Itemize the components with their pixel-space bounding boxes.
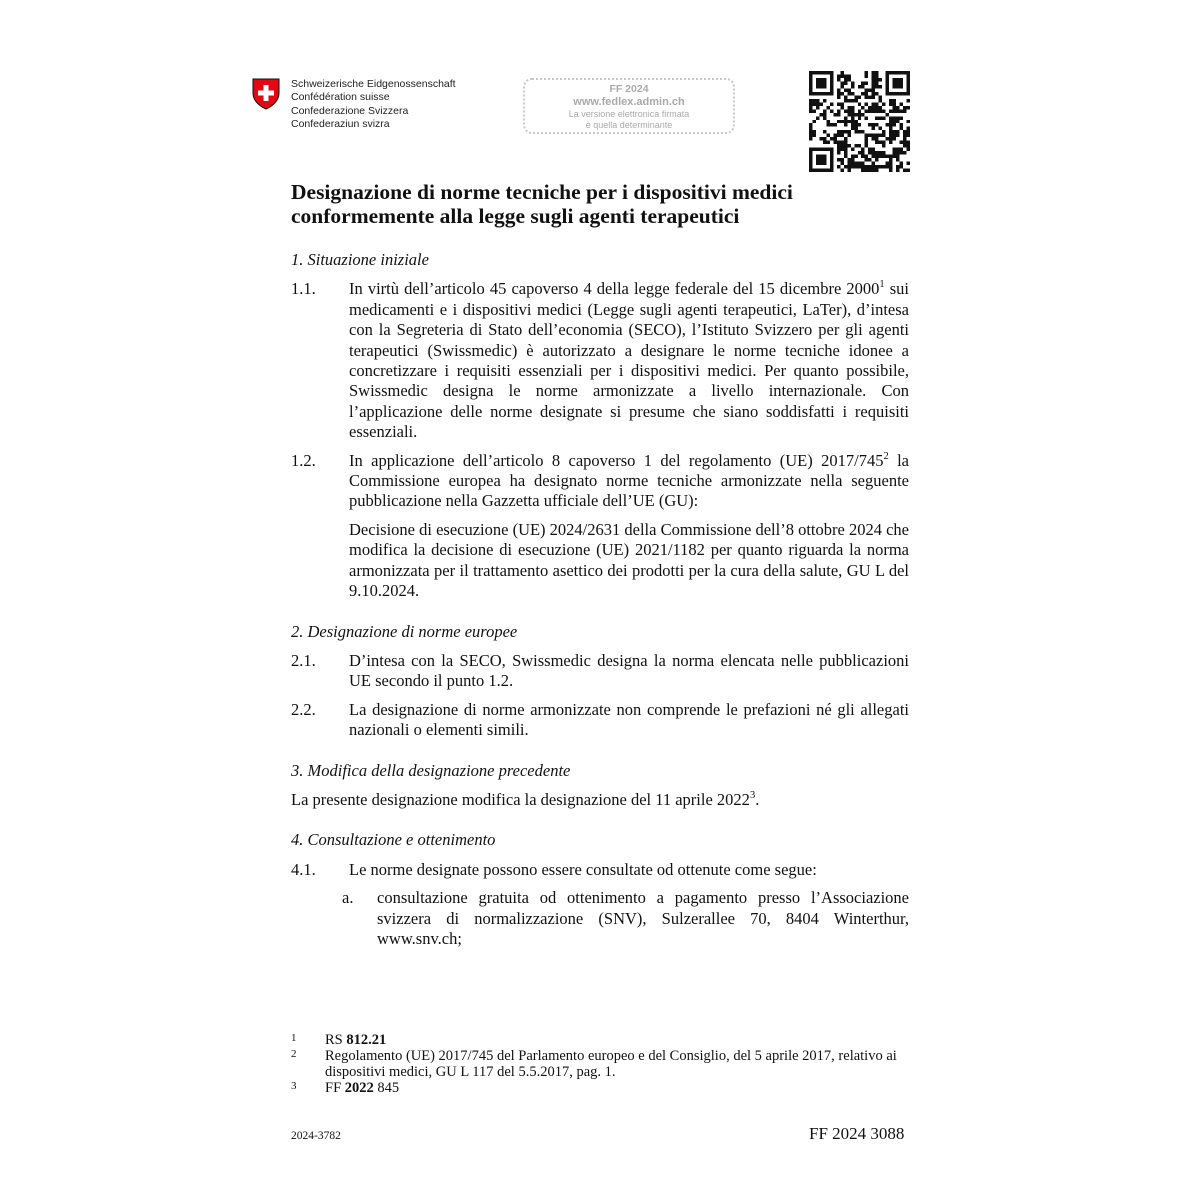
paragraph-text: D’intesa con la SECO, Swissmedic designa la norma elencata nelle pubblicazioni UE secondo il punto 1.2.	[349, 650, 909, 691]
paragraph-3	[291, 790, 909, 810]
page-reference: FF 2024 3088	[809, 1124, 905, 1143]
title-line-1: Designazione di norme tecniche per i dispositivi medici	[291, 180, 793, 204]
paragraph-text: In virtù dell’articolo 45 capoverso 4 della legge federale del 15 dicembre 2000	[349, 279, 880, 299]
footnote-ref-1[interactable]: 1	[879, 279, 885, 291]
section-heading-3: 3. Modifica della designazione precedente	[291, 760, 571, 780]
paragraph-number: 2.1.	[291, 650, 316, 670]
footnote-2	[291, 1048, 909, 1080]
paragraph-text: La presente designazione modifica la designazione del 11 aprile 2022	[291, 789, 750, 809]
footnotes	[291, 1032, 909, 1096]
footnote-ref-bold[interactable]: 2022	[344, 1080, 374, 1096]
list-item-a	[291, 888, 909, 949]
list-item-text: consultazione gratuita od ottenimento a pagamento presso l’Associazione svizzera di normalizzazione (SNV), Sulzerallee 70, 8404 Winterthur, www.snv.ch;	[377, 888, 909, 948]
paragraph-1-1	[291, 279, 909, 442]
paragraph-number: 4.1.	[291, 859, 316, 879]
paragraph-2-1	[291, 651, 909, 692]
document-body	[291, 250, 909, 949]
title-line-2: conformemente alla legge sugli agenti terapeutici	[291, 204, 740, 228]
footnote-number: 3	[291, 1080, 297, 1092]
footnote-number: 2	[291, 1048, 297, 1060]
footnote-number: 1	[291, 1032, 297, 1044]
list-item-letter: a.	[342, 888, 354, 908]
paragraph-text: In applicazione dell’articolo 8 capoverso 1 del regolamento (UE) 2017/745	[349, 450, 884, 470]
section-heading-1: 1. Situazione iniziale	[291, 250, 429, 269]
footnote-text: Regolamento (UE) 2017/745 del Parlamento europeo e del Consiglio, del 5 aprile 2017, relativo ai dispositivi medici, GU L 117 del 5.5.2017, pag. 1.	[325, 1048, 897, 1080]
stamp-url: www.fedlex.admin.ch	[573, 96, 685, 108]
section-heading-4: 4. Consultazione e ottenimento	[291, 830, 496, 850]
publication-stamp	[523, 78, 735, 134]
footnote-ref-3[interactable]: 3	[749, 789, 756, 801]
paragraph-number: 2.2.	[291, 699, 316, 719]
paragraph-text: Decisione di esecuzione (UE) 2024/2631 della Commissione dell’8 ottobre 2024 che modifica la decisione di esecuzione (UE) 2021/1182 per quanto riguarda la norma armonizzata per il trattamento asettico dei prodotti per la cura della salute, GU L del 9.10.2024.	[349, 519, 909, 601]
paragraph-text: La designazione di norme armonizzate non comprende le prefazioni né gli allegati nazionali o elementi simili.	[349, 699, 909, 740]
footnote-3	[291, 1080, 909, 1096]
footnote-ref-2[interactable]: 2	[883, 450, 889, 462]
paragraph-text: sui medicamenti e i dispositivi medici (Legge sugli agenti terapeutici, LaTer), d’intesa con la Segreteria di Stato dell’economia (SECO), l’Istituto Svizzero per gli agenti terapeutici (Swissmedic) è autorizzato a designare le norme tecniche idonee a concretizzare i requisiti essenziali per i dispositivi medici. Per quanto possibile, Swissmedic designa le norme armonizzate a livello internazionale. Con l’applicazione delle norme designate si presume che siano soddisfatti i requisiti essenziali.	[349, 279, 909, 442]
paragraph-number: 1.1.	[291, 279, 316, 299]
confederation-name-fr: Confédération suisse	[291, 91, 390, 104]
footnote-1	[291, 1032, 909, 1048]
paragraph-text: Le norme designate possono essere consultate od ottenute come segue:	[349, 859, 817, 879]
confederation-names	[291, 78, 456, 131]
footnote-ref-bold[interactable]: 812.21	[346, 1032, 387, 1048]
paragraph-text: la Commissione europea ha designato norme tecniche armonizzate nella seguente pubblicazione nella Gazzetta ufficiale dell’UE (GU):	[349, 450, 909, 511]
stamp-issue: FF 2024	[609, 83, 649, 95]
paragraph-text: .	[755, 789, 760, 809]
document-title	[291, 180, 931, 228]
document-number: 2024-3782	[291, 1130, 341, 1142]
footnote-text: 845	[373, 1080, 400, 1096]
footnote-text: FF	[325, 1080, 345, 1096]
confederation-name-rm: Confederaziun svizra	[291, 117, 390, 130]
stamp-note-2: è quella determinante	[585, 120, 673, 130]
swiss-crest-icon	[252, 78, 280, 110]
paragraph-4-1	[291, 860, 909, 880]
stamp-note-1: La versione elettronica firmata	[568, 109, 690, 119]
qr-code-icon	[809, 71, 910, 172]
paragraph-1-2	[291, 451, 909, 602]
confederation-name-de: Schweizerische Eidgenossenschaft	[291, 78, 456, 90]
confederation-name-it: Confederazione Svizzera	[291, 104, 409, 117]
paragraph-2-2	[291, 700, 909, 741]
section-heading-2: 2. Designazione di norme europee	[291, 621, 518, 641]
paragraph-number: 1.2.	[291, 450, 316, 470]
footnote-text: RS	[325, 1032, 347, 1048]
